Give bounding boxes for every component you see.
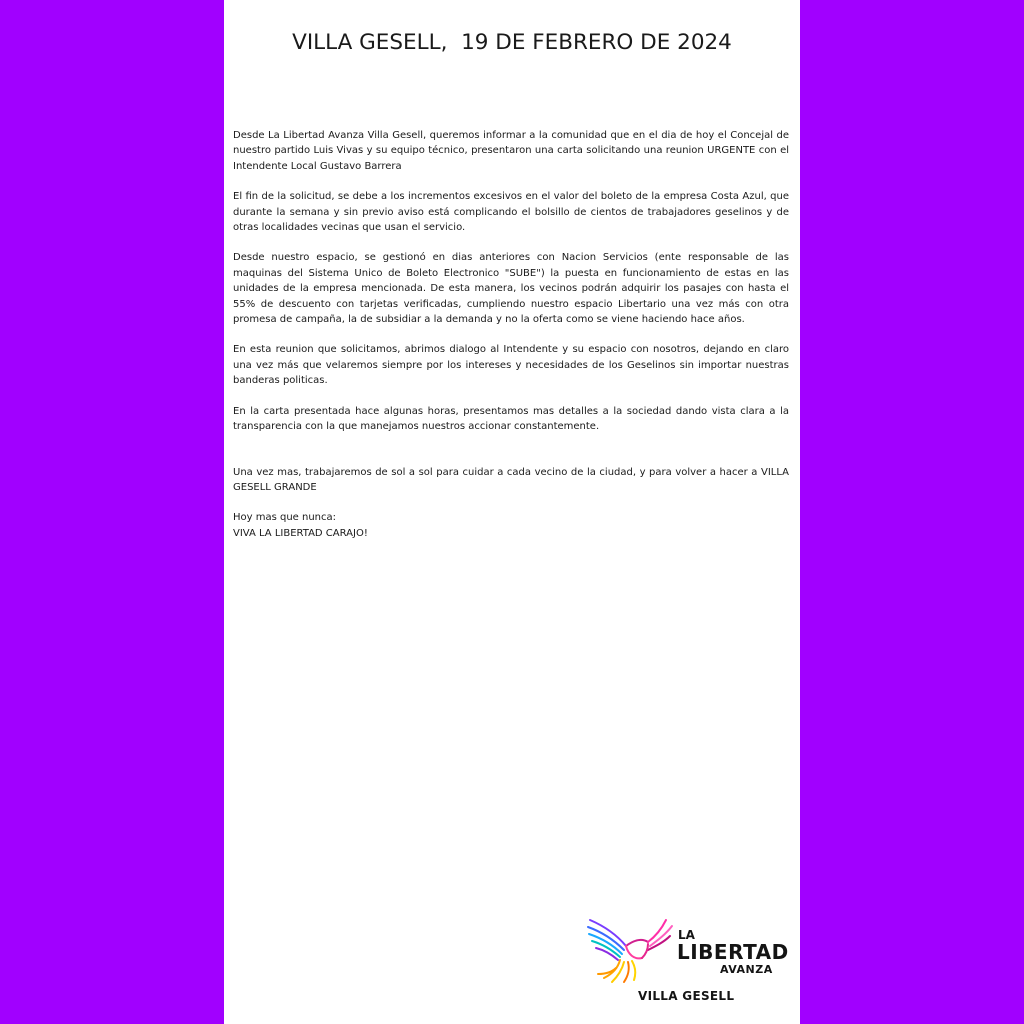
logo-text-avanza: AVANZA xyxy=(720,963,773,976)
logo-text-la: LA xyxy=(678,928,695,942)
paragraph-letter: En la carta presentada hace algunas horas, presentamos mas detalles a la sociedad dando vista clara a la transparencia con la que manejamos nuestros accionar constantemente. xyxy=(233,405,789,433)
logo-city-label: VILLA GESELL xyxy=(638,989,735,1003)
closing-line-1: Hoy mas que nunca: xyxy=(233,512,337,524)
document-page xyxy=(224,0,800,1024)
paragraph-intro: Desde La Libertad Avanza Villa Gesell, queremos informar a la comunidad que en el dia de hoy el Concejal de nuestro partido Luis Vivas y su equipo técnico, presentaron una carta solicitando una reunion URGENTE con el Intendente Local Gustavo Barrera xyxy=(233,130,789,172)
party-logo xyxy=(586,912,789,1012)
closing-block xyxy=(233,510,789,541)
document-title: VILLA GESELL, 19 DE FEBRERO DE 2024 xyxy=(292,30,732,55)
document-body xyxy=(233,128,789,556)
eagle-logo-icon xyxy=(586,914,676,986)
paragraph-reason: El fin de la solicitud, se debe a los incrementos excesivos en el valor del boleto de la empresa Costa Azul, que durante la semana y sin previo aviso está complicando el bolsillo de cientos de trabajadores geselinos y de otras localidades vecinas que usan el servicio. xyxy=(233,191,789,234)
logo-text-libertad: LIBERTAD xyxy=(677,940,789,964)
closing-line-2: VIVA LA LIBERTAD CARAJO! xyxy=(233,527,368,539)
paragraph-commitment: Una vez mas, trabajaremos de sol a sol para cuidar a cada vecino de la ciudad, y para volver a hacer a VILLA GESELL GRANDE xyxy=(233,466,789,493)
paragraph-meeting: En esta reunion que solicitamos, abrimos dialogo al Intendente y su espacio con nosotros, dejando en claro una vez más que velaremos siempre por los intereses y necesidades de los Geselinos sin importar nuestras banderas politicas. xyxy=(233,344,789,387)
paragraph-sube: Desde nuestro espacio, se gestionó en dias anteriores con Nacion Servicios (ente responsable de las maquinas del Sistema Unico de Boleto Electronico "SUBE") la puesta en funcionamiento de estas en las unidades de la empresa mencionada. De esta manera, los vecinos podrán adquirir los pasajes con hasta el 55% de descuento con tarjetas verificadas, cumpliendo nuestro espacio Libertario una vez más con otra promesa de campaña, la de subsidiar a la demanda y no la oferta como se viene haciendo hace años. xyxy=(233,252,789,326)
